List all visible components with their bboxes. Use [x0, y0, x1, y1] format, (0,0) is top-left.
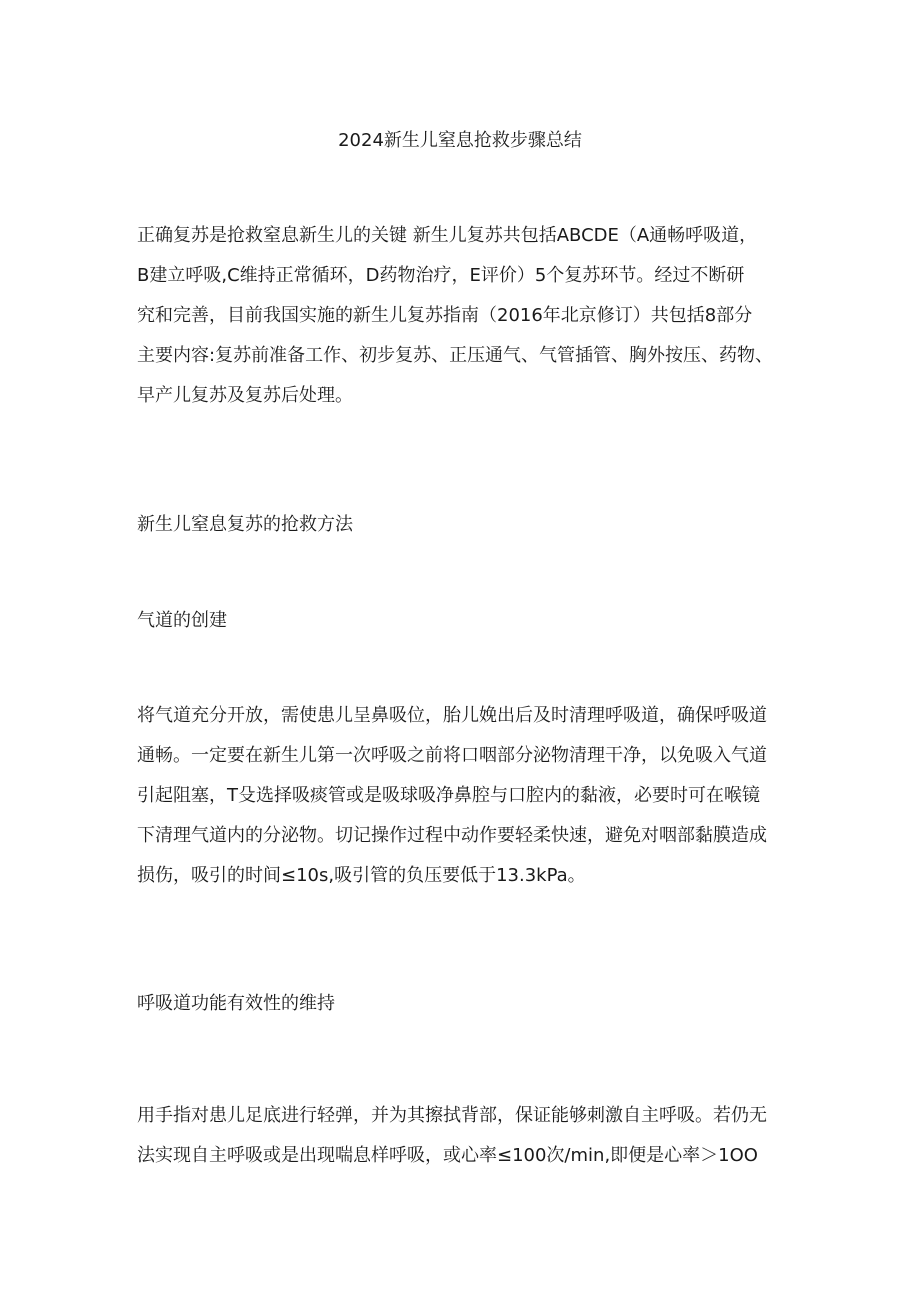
- subsection-heading-breathing: 呼吸道功能有效性的维持: [137, 993, 335, 1014]
- paragraph-line: 损伤，吸引的时间≤10s,吸引管的负压要低于13.3kPa。: [137, 865, 586, 886]
- paragraph-line: 主要内容:复苏前准备工作、初步复苏、正压通气、气管插管、胸外按压、药物、: [137, 345, 774, 366]
- paragraph-line: 用手指对患儿足底进行轻弹，并为其擦拭背部，保证能够刺激自主呼吸。若仍无: [137, 1105, 767, 1126]
- paragraph-line: 早产儿复苏及复苏后处理。: [137, 385, 353, 406]
- paragraph-line: 正确复苏是抢救窒息新生儿的关键 新生儿复苏共包括ABCDE（A通畅呼吸道，: [137, 225, 758, 246]
- airway-paragraph: [137, 696, 797, 896]
- paragraph-line: 下清理气道内的分泌物。切记操作过程中动作要轻柔快速，避免对咽部黏膜造成: [137, 825, 767, 846]
- section-heading: 新生儿窒息复苏的抢救方法: [137, 514, 353, 535]
- paragraph-line: B建立呼吸,C维持正常循环，D药物治疗，E评价）5个复苏环节。经过不断研: [137, 265, 745, 286]
- document-title: 2024新生儿窒息抢救步骤总结: [338, 130, 582, 151]
- paragraph-line: 将气道充分开放，需使患儿呈鼻吸位，胎儿娩出后及时清理呼吸道，确保呼吸道: [137, 705, 767, 726]
- paragraph-line: 引起阻塞，T殳选择吸痰管或是吸球吸净鼻腔与口腔内的黏液，必要时可在喉镜: [137, 785, 760, 806]
- paragraph-line: 究和完善，目前我国实施的新生儿复苏指南（2016年北京修订）共包括8部分: [137, 305, 753, 326]
- paragraph-line: 通畅。一定要在新生儿第一次呼吸之前将口咽部分泌物清理干净，以免吸入气道: [137, 745, 767, 766]
- breathing-paragraph: [137, 1096, 797, 1176]
- subsection-heading-airway: 气道的创建: [137, 610, 227, 631]
- paragraph-line: 法实现自主呼吸或是出现喘息样呼吸，或心率≤100次/min,即便是心率＞1OO: [137, 1145, 758, 1166]
- intro-paragraph: [137, 216, 797, 416]
